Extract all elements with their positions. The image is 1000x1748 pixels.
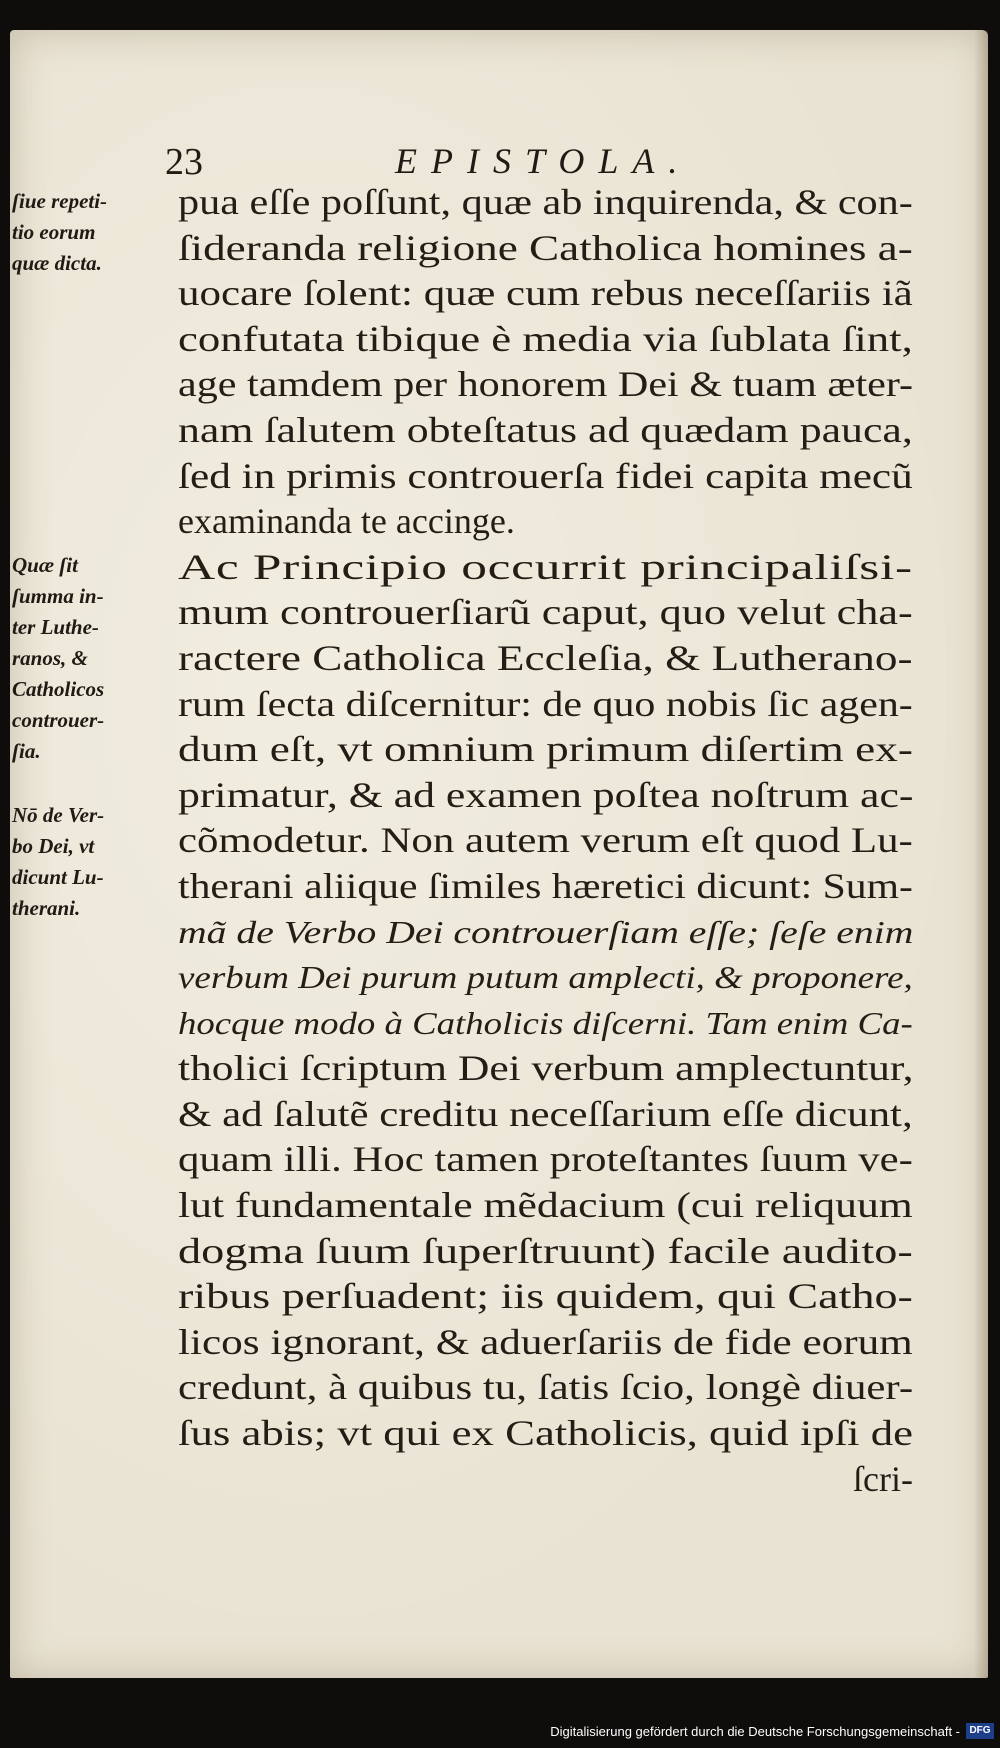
- text-line: & ad ſalutẽ creditu neceſſarium eſſe dicunt,: [178, 1093, 913, 1134]
- text-line: rum ſecta diſcernitur: de quo nobis ſic agen-: [178, 683, 913, 724]
- text-line: dogma ſuum ſuperſtruunt) facile audito-: [178, 1230, 913, 1271]
- marginal-note: [12, 800, 162, 924]
- text-line: tholici ſcriptum Dei verbum amplectuntur,: [178, 1048, 914, 1089]
- marginal-note-line: dicunt Lu-: [12, 865, 104, 889]
- marginal-note-line: ranos, &: [12, 646, 88, 670]
- text-line: ractere Catholica Eccleſia, & Lutherano-: [178, 637, 913, 678]
- digitization-note: Digitalisierung gefördert durch die Deutsche Forschungsgemeinschaft -: [550, 1723, 960, 1739]
- marginal-note-line: tio eorum: [12, 220, 96, 244]
- text-line: confutata tibique è media via ſublata ſint,: [178, 318, 913, 359]
- text-line: quam illi. Hoc tamen proteſtantes ſuum ve-: [178, 1139, 913, 1180]
- text-line: lut fundamentale mẽdacium (cui reliquum: [178, 1185, 913, 1226]
- marginal-note-line: bo Dei, vt: [12, 834, 95, 858]
- text-line: ſideranda religione Catholica homines a-: [178, 227, 913, 268]
- marginal-note-line: therani.: [12, 896, 81, 920]
- marginal-note-line: Nō de Ver-: [12, 803, 105, 827]
- text-line: therani aliique ſimiles hæretici dicunt: Sum-: [178, 865, 913, 906]
- text-line: ſed in primis controuerſa fidei capita mecũ: [178, 455, 913, 496]
- text-line: cõmodetur. Non autem verum eſt quod Lu-: [178, 820, 913, 861]
- marginal-note-line: Quæ ſit: [12, 553, 78, 577]
- marginal-note-line: ſiue repeti-: [12, 189, 108, 213]
- text-line: uocare ſolent: quæ cum rebus neceſſariis iã: [178, 273, 913, 314]
- text-line: nam ſalutem obteſtatus ad quædam pauca,: [178, 409, 913, 450]
- text-line: ſus abis; vt qui ex Catholicis, quid ipſi de: [178, 1413, 913, 1454]
- text-line: hocque modo à Catholicis diſcerni. Tam enim Ca-: [178, 1004, 913, 1041]
- marginal-note-line: Catholicos: [12, 677, 105, 701]
- text-line: mum controuerſiarũ caput, quo velut cha-: [178, 592, 913, 633]
- marginal-note: [12, 186, 162, 279]
- text-line: primatur, & ad examen poſtea noſtrum ac-: [178, 774, 914, 815]
- text-line: mã de Verbo Dei controuerſiam eſſe; ſeſe enim: [178, 913, 914, 950]
- catchword: ſcri-: [853, 1458, 913, 1499]
- marginal-note-line: quæ dicta.: [12, 251, 102, 275]
- text-line: licos ignorant, & aduerſariis de fide eorum: [178, 1321, 913, 1362]
- text-line: examinanda te accinge.: [178, 501, 515, 542]
- marginal-note: [12, 550, 162, 767]
- running-title: EPISTOLA.: [395, 141, 692, 181]
- text-line: ribus perſuadent; iis quidem, qui Catho-: [178, 1276, 913, 1317]
- digitization-footer: [550, 1720, 994, 1742]
- marginal-note-line: ſia.: [12, 739, 41, 763]
- text-line: dum eſt, vt omnium primum diſertim ex-: [178, 729, 913, 770]
- text-line: Ac Principio occurrit principaliſsi-: [178, 546, 913, 587]
- text-line: age tamdem per honorem Dei & tuam æter-: [178, 364, 914, 405]
- text-line: verbum Dei purum putum amplecti, & proponere,: [178, 959, 913, 996]
- book-page: [10, 30, 988, 1678]
- dfg-logo-icon: DFG: [966, 1723, 994, 1739]
- body-text: [178, 180, 913, 1502]
- marginal-note-line: ſumma in-: [12, 584, 104, 608]
- page-number: 23: [165, 141, 203, 183]
- marginal-note-line: controuer-: [12, 708, 105, 732]
- text-line: credunt, à quibus tu, ſatis ſcio, longè diuer-: [178, 1367, 914, 1408]
- marginal-note-line: ter Luthe-: [12, 615, 99, 639]
- text-line: pua eſſe poſſunt, quæ ab inquirenda, & con-: [178, 182, 913, 222]
